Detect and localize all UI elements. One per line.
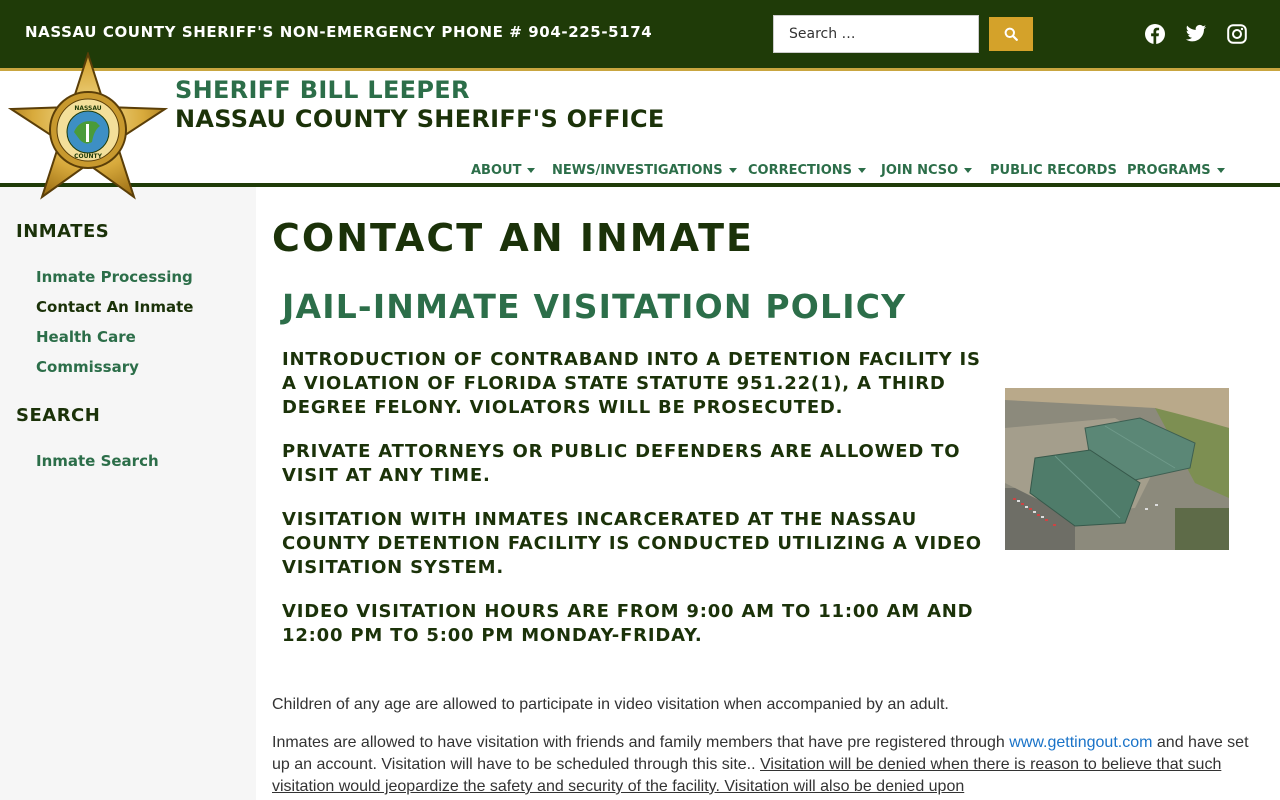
chevron-down-icon bbox=[964, 168, 972, 173]
nav-item-label: CORRECTIONS bbox=[748, 162, 853, 178]
twitter-icon bbox=[1185, 24, 1207, 44]
non-emergency-phone: NASSAU COUNTY SHERIFF'S NON-EMERGENCY PHONE # 904-225-5174 bbox=[25, 23, 653, 41]
sidebar-heading-inmates: INMATES bbox=[16, 221, 110, 242]
contraband-notice: INTRODUCTION OF CONTRABAND INTO A DETENTION FACILITY IS A VIOLATION OF FLORIDA STATE STATUTE 951.22(1), A THIRD DEGREE FELONY. VIOLATORS WILL BE PROSECUTED. bbox=[282, 349, 981, 418]
page-title: CONTACT AN INMATE bbox=[272, 216, 754, 260]
svg-text:NASSAU: NASSAU bbox=[74, 105, 102, 112]
chevron-down-icon bbox=[1217, 168, 1225, 173]
sidebar bbox=[0, 187, 256, 800]
registration-text-1: Inmates are allowed to have visitation with friends and family members that have pre registered through bbox=[272, 734, 1010, 751]
nav-item-corrections[interactable] bbox=[748, 161, 866, 179]
attorney-notice: PRIVATE ATTORNEYS OR PUBLIC DEFENDERS ARE ALLOWED TO VISIT AT ANY TIME. bbox=[282, 441, 961, 486]
instagram-link[interactable] bbox=[1225, 22, 1249, 46]
sidebar-item-inmate-search[interactable]: Inmate Search bbox=[36, 452, 159, 470]
registration-text-2: and have set up an account. Visitation will have to be scheduled through this site.. bbox=[272, 734, 1249, 773]
sidebar-heading-search: SEARCH bbox=[16, 405, 101, 426]
nav-item-label: ABOUT bbox=[471, 162, 522, 178]
office-name[interactable]: NASSAU COUNTY SHERIFF'S OFFICE bbox=[175, 105, 665, 133]
facebook-link[interactable] bbox=[1143, 22, 1167, 46]
search-button[interactable] bbox=[989, 17, 1033, 51]
search-input[interactable] bbox=[773, 15, 979, 53]
sheriff-badge-logo[interactable] bbox=[8, 52, 168, 200]
svg-text:COUNTY: COUNTY bbox=[74, 153, 102, 160]
top-bar bbox=[0, 0, 1280, 68]
twitter-link[interactable] bbox=[1184, 22, 1208, 46]
sheriff-name: SHERIFF BILL LEEPER bbox=[175, 76, 470, 104]
sidebar-item-contact-an-inmate[interactable]: Contact An Inmate bbox=[36, 298, 194, 316]
gettingout-link[interactable]: www.gettingout.com bbox=[1009, 734, 1153, 751]
search-icon bbox=[1004, 27, 1018, 41]
sidebar-item-commissary[interactable]: Commissary bbox=[36, 358, 139, 376]
nav-item-label: JOIN NCSO bbox=[881, 162, 959, 178]
nav-item-news-investigations[interactable] bbox=[552, 161, 737, 179]
detention-facility-photo bbox=[1005, 388, 1229, 550]
video-visitation-notice: VISITATION WITH INMATES INCARCERATED AT THE NASSAU COUNTY DETENTION FACILITY IS CONDUCTED UTILIZING A VIDEO VISITATION SYSTEM. bbox=[282, 509, 982, 578]
nav-item-join-ncso[interactable] bbox=[881, 161, 972, 179]
visitation-denial-text: Visitation will be denied when there is reason to believe that such visitation would jeopardize the safety and security of the facility. Visitation will also be denied upon bbox=[272, 756, 1222, 795]
nav-item-label: PUBLIC RECORDS bbox=[990, 162, 1117, 178]
sidebar-item-inmate-processing[interactable]: Inmate Processing bbox=[36, 268, 193, 286]
visitation-hours-notice: VIDEO VISITATION HOURS ARE FROM 9:00 AM TO 11:00 AM AND 12:00 PM TO 5:00 PM MONDAY-FRIDAY. bbox=[282, 601, 974, 646]
nav-item-label: NEWS/INVESTIGATIONS bbox=[552, 162, 723, 178]
nav-item-label: PROGRAMS bbox=[1127, 162, 1211, 178]
children-visitation-text: Children of any age are allowed to participate in video visitation when accompanied by an adult. bbox=[272, 696, 949, 713]
nav-item-about[interactable] bbox=[471, 161, 535, 179]
policy-heading: JAIL-INMATE VISITATION POLICY bbox=[282, 287, 907, 326]
registration-paragraph bbox=[272, 732, 1252, 798]
chevron-down-icon bbox=[527, 168, 535, 173]
chevron-down-icon bbox=[858, 168, 866, 173]
nav-item-programs[interactable] bbox=[1127, 161, 1225, 179]
facebook-icon bbox=[1144, 23, 1166, 45]
nav-item-public-records[interactable] bbox=[990, 161, 1117, 179]
sidebar-item-health-care[interactable]: Health Care bbox=[36, 328, 136, 346]
chevron-down-icon bbox=[729, 168, 737, 173]
instagram-icon bbox=[1227, 24, 1247, 44]
